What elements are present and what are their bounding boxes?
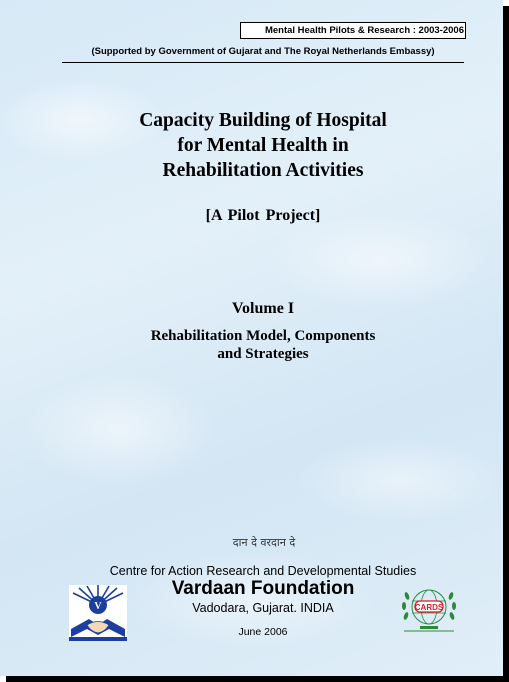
title-line: Rehabilitation Activities (162, 160, 364, 181)
publication-date: June 2006 (238, 626, 288, 638)
motto: दान दे वरदान दे (232, 536, 296, 549)
support-line: (Supported by Government of Gujarat and The Royal Netherlands Embassy) (91, 46, 435, 57)
organisation-name: Vardaan Foundation (171, 578, 355, 599)
series-label: Mental Health Pilots & Research : 2003-2006 (240, 22, 466, 39)
title-line: for Mental Health in (177, 135, 349, 156)
document-title (60, 108, 466, 183)
vardaan-logo-icon (69, 585, 127, 641)
title-line: Capacity Building of Hospital (139, 110, 387, 131)
page-shadow-bottom (6, 676, 509, 682)
cards-logo-text: CARDS (414, 603, 444, 612)
svg-text:V: V (94, 601, 102, 612)
header-divider (62, 62, 464, 63)
cards-logo-icon (400, 582, 458, 634)
volume-subtitle-line: and Strategies (217, 346, 309, 362)
centre-name: Centre for Action Research and Developmental Studies (109, 564, 417, 578)
project-subtitle: [A Pilot Project] (205, 207, 321, 224)
volume-subtitle-line: Rehabilitation Model, Components (150, 328, 376, 344)
volume-label: Volume I (231, 300, 295, 317)
organisation-location: Vadodara, Gujarat. INDIA (192, 601, 334, 615)
volume-subtitle (60, 327, 466, 363)
page-shadow-right (503, 6, 509, 682)
